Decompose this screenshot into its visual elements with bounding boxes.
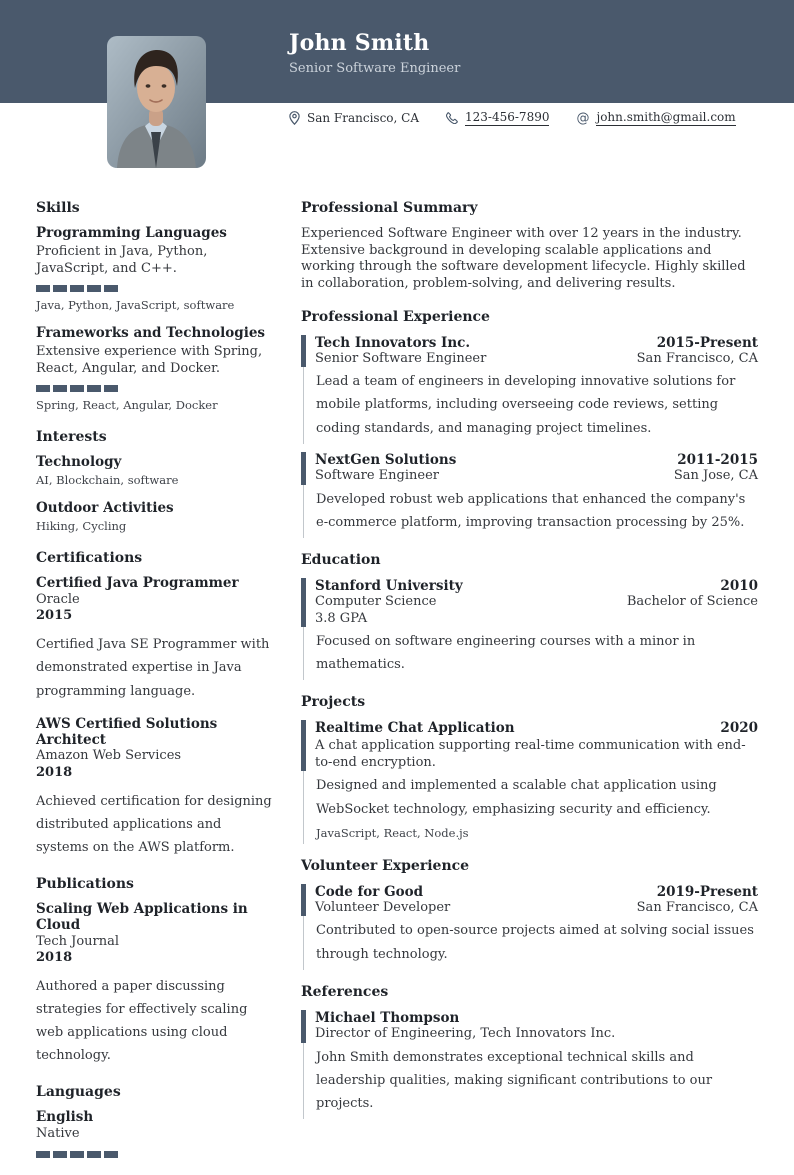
reference-item: [301, 1010, 758, 1119]
contact-email: [576, 110, 735, 126]
header-identity: [289, 30, 460, 76]
section-experience: [301, 309, 758, 538]
profile-photo-image: [107, 36, 206, 168]
level-square: [87, 285, 101, 292]
experience-location: San Francisco, CA: [636, 350, 758, 366]
certification-year: 2018: [36, 764, 73, 780]
contact-phone-link[interactable]: 123-456-7890: [465, 110, 550, 124]
certification-issuer: Oracle: [36, 592, 80, 608]
contact-phone: [446, 110, 549, 126]
certification-item: [36, 576, 272, 702]
section-volunteer: [301, 858, 758, 970]
project-item: [301, 720, 758, 843]
volunteer-item: [301, 884, 758, 970]
section-heading-languages: Languages: [36, 1084, 121, 1101]
experience-item: [301, 335, 758, 444]
skill-item: [36, 326, 272, 412]
section-heading-publications: Publications: [36, 875, 134, 892]
experience-role: Software Engineer: [315, 467, 440, 483]
publication-name: Scaling Web Applications in Cloud: [36, 900, 248, 933]
experience-company: Tech Innovators Inc.: [315, 334, 471, 351]
experience-item-body: [303, 485, 758, 538]
volunteer-org: Code for Good: [315, 883, 424, 900]
interest-keywords: Hiking, Cycling: [36, 519, 127, 534]
publication-year: 2018: [36, 950, 73, 966]
section-education: [301, 552, 758, 681]
interest-keywords: AI, Blockchain, software: [36, 473, 179, 488]
reference-name: Michael Thompson: [315, 1009, 460, 1026]
project-name: Realtime Chat Application: [315, 720, 515, 737]
level-square: [70, 285, 84, 292]
language-level-bar: [36, 1151, 272, 1158]
contact-location: [289, 111, 419, 125]
experience-item-head: [301, 452, 758, 485]
publication-publisher: Tech Journal: [36, 933, 120, 949]
level-square: [36, 1151, 50, 1158]
content-columns: [36, 200, 758, 1175]
experience-item-head: [301, 335, 758, 368]
skill-description: Extensive experience with Spring, React, Angular, and Docker.: [36, 344, 263, 376]
section-summary: [301, 200, 758, 293]
project-item-body: [303, 771, 758, 843]
section-interests: [36, 429, 272, 533]
interest-name: Technology: [36, 454, 122, 471]
skill-level-bar: [36, 385, 272, 392]
level-square: [53, 285, 67, 292]
language-item: [36, 1110, 272, 1157]
language-level-label: Native: [36, 1126, 80, 1142]
volunteer-role: Volunteer Developer: [315, 899, 451, 915]
reference-quote: John Smith demonstrates exceptional technical skills and leadership qualities, making significant contributions to our projects.: [316, 1049, 713, 1111]
main-column: [301, 200, 758, 1175]
level-square: [36, 285, 50, 292]
level-square: [104, 385, 118, 392]
language-name: English: [36, 1109, 94, 1126]
education-school: Stanford University: [315, 577, 463, 594]
education-year: 2010: [720, 577, 758, 594]
section-heading-skills: Skills: [36, 200, 80, 216]
section-heading-education: Education: [301, 551, 381, 568]
section-heading-certifications: Certifications: [36, 550, 143, 567]
person-job-title: Senior Software Engineer: [289, 60, 461, 76]
experience-dates: 2015-Present: [656, 334, 758, 351]
reference-title: Director of Engineering, Tech Innovators Inc.: [315, 1025, 616, 1041]
education-degree: Bachelor of Science: [626, 593, 758, 609]
section-heading-experience: Professional Experience: [301, 308, 490, 325]
certification-year: 2015: [36, 608, 73, 624]
volunteer-dates: 2019-Present: [656, 883, 758, 900]
section-skills: [36, 200, 272, 412]
experience-company: NextGen Solutions: [315, 451, 457, 468]
experience-description: Developed robust web applications that enhanced the company's e-commerce platform, improving transaction processing by 25%.: [316, 491, 746, 530]
skill-keywords: Spring, React, Angular, Docker: [36, 398, 218, 413]
publication-description: Authored a paper discussing strategies for effectively scaling web applications using cloud technology.: [36, 978, 248, 1064]
level-square: [87, 1151, 101, 1158]
location-pin-icon: [289, 111, 300, 125]
interest-item: [36, 455, 272, 487]
contact-location-text: San Francisco, CA: [307, 111, 420, 125]
level-square: [36, 385, 50, 392]
experience-dates: 2011-2015: [677, 451, 758, 468]
section-projects: [301, 694, 758, 843]
certification-name: AWS Certified Solutions Architect: [36, 715, 218, 748]
level-square: [70, 1151, 84, 1158]
email-at-icon: @: [576, 110, 590, 126]
skill-keywords: Java, Python, JavaScript, software: [36, 298, 235, 313]
education-item-head: [301, 578, 758, 627]
education-item: [301, 578, 758, 681]
education-description: Focused on software engineering courses with a minor in mathematics.: [316, 634, 696, 673]
volunteer-item-head: [301, 884, 758, 917]
person-name: John Smith: [289, 30, 430, 56]
project-year: 2020: [720, 720, 758, 737]
level-square: [53, 385, 67, 392]
experience-item: [301, 452, 758, 538]
education-field: Computer Science: [315, 593, 437, 609]
section-references: [301, 984, 758, 1119]
volunteer-item-body: [303, 916, 758, 969]
summary-text: Experienced Software Engineer with over 12 years in the industry. Extensive background in developing scalable applications and working through the software development lifecycle. Highly skilled in collaboration, problem-solving, and delivering results.: [301, 226, 746, 291]
skill-item: [36, 226, 272, 312]
section-certifications: [36, 550, 272, 859]
level-square: [104, 1151, 118, 1158]
volunteer-location: San Francisco, CA: [636, 899, 758, 915]
publication-item: [36, 902, 272, 1067]
project-description: Designed and implemented a scalable chat application using WebSocket technology, emphasizing security and efficiency.: [316, 778, 717, 817]
certification-item: [36, 717, 272, 859]
sidebar-column: [36, 200, 272, 1175]
section-heading-interests: Interests: [36, 429, 107, 446]
section-heading-projects: Projects: [301, 694, 366, 711]
reference-item-head: [301, 1010, 758, 1043]
section-languages: [36, 1084, 272, 1157]
education-gpa: 3.8 GPA: [315, 610, 368, 626]
skill-level-bar: [36, 285, 272, 292]
certification-name: Certified Java Programmer: [36, 575, 239, 592]
section-heading-summary: Professional Summary: [301, 200, 478, 216]
certification-description: Achieved certification for designing distributed applications and systems on the AWS platform.: [36, 793, 272, 855]
education-item-body: [303, 627, 758, 680]
experience-role: Senior Software Engineer: [315, 350, 487, 366]
level-square: [53, 1151, 67, 1158]
skill-name: Frameworks and Technologies: [36, 325, 266, 342]
volunteer-description: Contributed to open-source projects aimed at solving social issues through technology.: [316, 923, 754, 962]
section-publications: [36, 876, 272, 1067]
experience-location: San Jose, CA: [673, 467, 758, 483]
phone-icon: [446, 112, 458, 124]
profile-photo: [107, 36, 206, 168]
experience-description: Lead a team of engineers in developing innovative solutions for mobile platforms, including overseeing code reviews, setting coding standards, and managing project timelines.: [316, 374, 736, 436]
contact-row: [289, 110, 736, 126]
project-subtitle: A chat application supporting real-time communication with end-to-end encryption.: [315, 737, 746, 770]
skill-description: Proficient in Java, Python, JavaScript, and C++.: [36, 243, 208, 276]
level-square: [104, 285, 118, 292]
section-heading-references: References: [301, 983, 389, 1000]
contact-email-link[interactable]: john.smith@gmail.com: [596, 110, 736, 124]
skill-name: Programming Languages: [36, 225, 227, 241]
reference-item-body: [303, 1043, 758, 1119]
level-square: [70, 385, 84, 392]
project-item-head: [301, 720, 758, 771]
section-heading-volunteer: Volunteer Experience: [301, 857, 470, 874]
interest-item: [36, 501, 272, 533]
level-square: [87, 385, 101, 392]
project-keywords: JavaScript, React, Node.js: [316, 825, 469, 840]
experience-item-body: [303, 367, 758, 443]
interest-name: Outdoor Activities: [36, 500, 174, 517]
certification-description: Certified Java SE Programmer with demonstrated expertise in Java programming language.: [36, 637, 270, 699]
certification-issuer: Amazon Web Services: [36, 748, 182, 764]
